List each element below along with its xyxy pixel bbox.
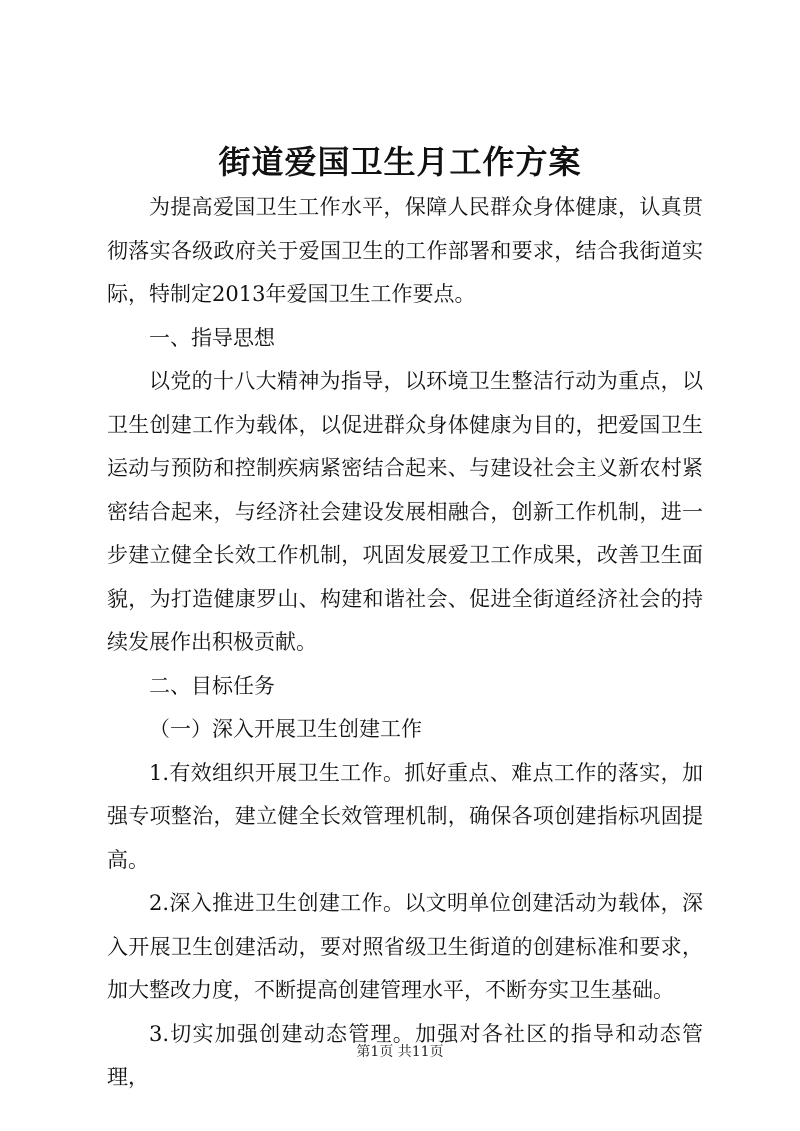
page-number: 第1页 共11页 — [356, 1044, 444, 1060]
task-item-3: 3.切实加强创建动态管理。加强对各社区的指导和动态管理， — [107, 1021, 703, 1089]
guiding-ideology-paragraph: 以党的十八大精神为指导，以环境卫生整洁行动为重点，以卫生创建工作为载体，以促进群众身体健康为目的，把爱国卫生运动与预防和控制疾病紧密结合起来、与建设社会主义新农村紧密结合起来，与经济社会建设发展相融合，创新工作机制，进一步建立健全长效工作机制，巩固发展爱卫工作成果，改善卫生面貌，为打造健康罗山、构建和谐社会、促进全街道经济社会的持续发展作出积极贡献。 — [107, 369, 703, 654]
section-heading-goals-tasks: 二、目标任务 — [149, 673, 275, 698]
section-heading-guiding-ideology: 一、指导思想 — [149, 325, 275, 350]
intro-paragraph: 为提高爱国卫生工作水平，保障人民群众身体健康，认真贯彻落实各级政府关于爱国卫生的工作部署和要求，结合我街道实际，特制定2013年爱国卫生工作要点。 — [107, 195, 703, 306]
document-body — [107, 186, 703, 1100]
subsection-heading-health-creation: （一）深入开展卫生创建工作 — [149, 717, 422, 741]
document-title: 街道爱国卫生月工作方案 — [218, 143, 582, 181]
task-item-1: 1.有效组织开展卫生工作。抓好重点、难点工作的落实，加强专项整治，建立健全长效管理机制，确保各项创建指标巩固提高。 — [107, 760, 703, 872]
task-item-2: 2.深入推进卫生创建工作。以文明单位创建活动为载体，深入开展卫生创建活动，要对照省级卫生街道的创建标准和要求，加大整改力度，不断提高创建管理水平，不断夯实卫生基础。 — [107, 891, 703, 1002]
